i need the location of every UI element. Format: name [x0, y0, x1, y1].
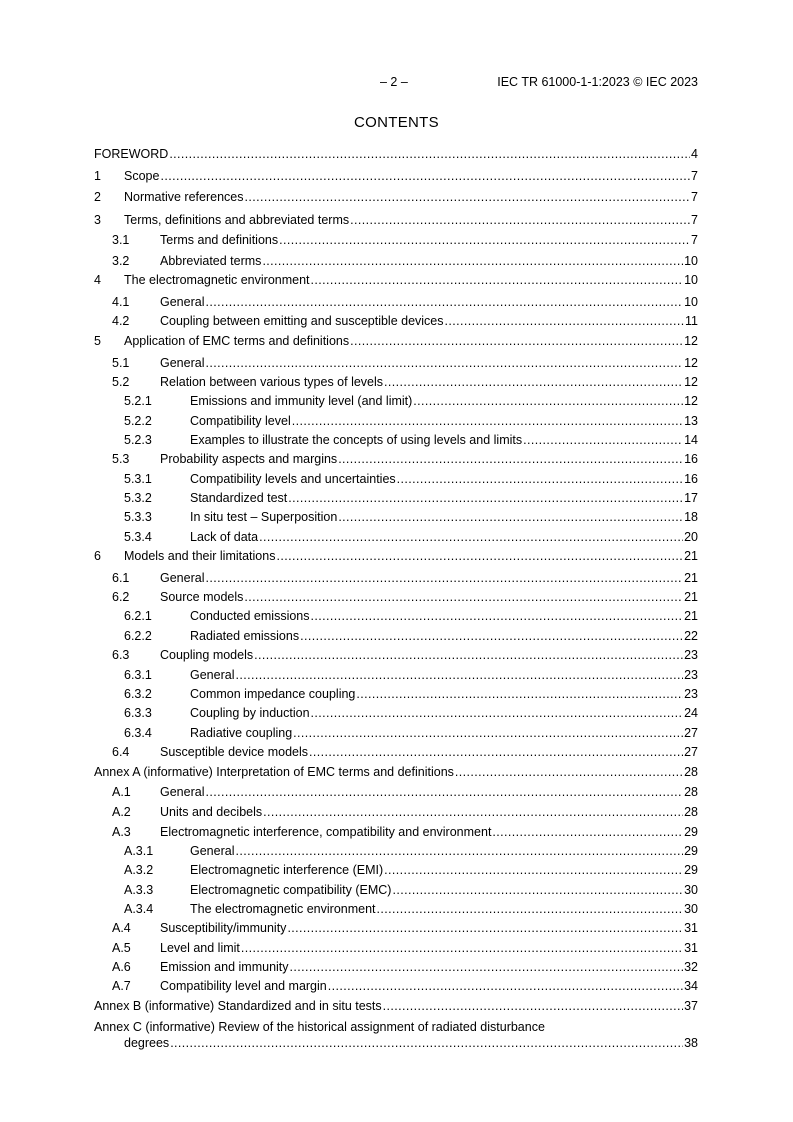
toc-entry-title: General: [160, 295, 205, 309]
toc-entry-page: 28: [684, 785, 698, 799]
toc-entry-page: 7: [691, 169, 698, 183]
toc-entry-number: A.4: [112, 921, 131, 935]
toc-entry-page: 27: [684, 726, 698, 740]
dot-leader: [244, 589, 683, 605]
toc-entry-title: Probability aspects and margins: [160, 452, 338, 466]
dot-leader: [445, 313, 685, 329]
toc-entry-page: 11: [685, 314, 698, 328]
toc-entry-title: Normative references: [124, 190, 244, 204]
toc-entry[interactable]: [94, 432, 698, 448]
toc-entry-title: Emissions and immunity level (and limit): [190, 394, 413, 408]
dot-leader: [311, 608, 684, 624]
dot-leader: [170, 1035, 683, 1051]
dot-leader: [309, 744, 683, 760]
toc-entry-number: 6.3: [112, 648, 130, 662]
toc-entry-page: 21: [684, 571, 698, 585]
toc-entry-number: 3.2: [112, 254, 130, 268]
toc-entry-number: 5.1: [112, 356, 130, 370]
toc-entry[interactable]: [94, 168, 698, 184]
toc-entry-title: Radiative coupling: [190, 726, 293, 740]
toc-entry[interactable]: [94, 824, 698, 840]
dot-leader: [392, 882, 683, 898]
toc-entry-page: 10: [684, 295, 698, 309]
toc-entry-page: 18: [684, 510, 698, 524]
dot-leader: [254, 647, 683, 663]
toc-entry-number: 6.2: [112, 590, 130, 604]
dot-leader: [523, 432, 683, 448]
toc-entry[interactable]: [94, 212, 698, 228]
dot-leader: [328, 978, 683, 994]
toc-entry-number: 6.3.1: [124, 668, 152, 682]
toc-entry-page: 32: [684, 960, 698, 974]
toc-entry[interactable]: [94, 232, 698, 248]
dot-leader: [235, 667, 683, 683]
toc-entry-page: 28: [684, 805, 698, 819]
toc-entry-page: 13: [684, 414, 698, 428]
toc-entry-number: 5.3.4: [124, 530, 152, 544]
toc-entry[interactable]: [94, 901, 698, 917]
toc-entry-number: 3: [94, 213, 101, 227]
toc-entry-title: Conducted emissions: [190, 609, 310, 623]
toc-entry-number: 5.3.2: [124, 491, 152, 505]
toc-entry-title: Electromagnetic interference (EMI): [190, 863, 384, 877]
toc-entry-page: 10: [684, 273, 698, 287]
toc-entry-page: 29: [684, 825, 698, 839]
toc-entry-number: 1: [94, 169, 101, 183]
toc-entry[interactable]: [94, 882, 698, 898]
toc-entry-page: 20: [684, 530, 698, 544]
toc-entry-number: 4.1: [112, 295, 130, 309]
dot-leader: [279, 232, 690, 248]
toc-entry-number: 5.3.3: [124, 510, 152, 524]
toc-entry-title: Radiated emissions: [190, 629, 300, 643]
toc-entry[interactable]: [94, 940, 698, 956]
toc-entry-number: 5.2.1: [124, 394, 152, 408]
toc-entry-title: Susceptible device models: [160, 745, 308, 759]
dot-leader: [241, 940, 683, 956]
toc-entry-page: 16: [684, 452, 698, 466]
toc-entry[interactable]: [94, 647, 698, 663]
toc-entry[interactable]: [94, 862, 698, 878]
dot-leader: [259, 529, 683, 545]
dot-leader: [384, 374, 683, 390]
toc-entry[interactable]: [94, 843, 698, 859]
toc-entry-title: Terms, definitions and abbreviated terms: [124, 213, 350, 227]
toc-entry-title: Abbreviated terms: [160, 254, 262, 268]
dot-leader: [311, 705, 684, 721]
dot-leader: [384, 862, 683, 878]
toc-entry-title: The electromagnetic environment: [190, 902, 376, 916]
toc-entry-title: Compatibility level: [190, 414, 291, 428]
dot-leader: [288, 490, 683, 506]
dot-leader: [263, 804, 683, 820]
toc-entry-number: A.5: [112, 941, 131, 955]
dot-leader: [205, 355, 683, 371]
toc-entry-page: 23: [684, 648, 698, 662]
dot-leader: [293, 725, 683, 741]
toc-entry-number: A.3.2: [124, 863, 154, 877]
toc-entry-title: General: [160, 571, 205, 585]
toc-entry-page: 4: [691, 147, 698, 161]
toc-entry-page: 14: [684, 433, 698, 447]
toc-entry-page: 22: [684, 629, 698, 643]
toc-entry-title: Models and their limitations: [124, 549, 276, 563]
toc-entry-title: The electromagnetic environment: [124, 273, 310, 287]
toc-entry-page: 7: [691, 213, 698, 227]
toc-entry[interactable]: [94, 471, 698, 487]
toc-entry[interactable]: [94, 146, 698, 162]
toc-entry-page: 12: [684, 394, 698, 408]
dot-leader: [350, 333, 683, 349]
toc-entry-number: 5.2.3: [124, 433, 152, 447]
toc-entry-title: Standardized test: [190, 491, 288, 505]
dot-leader: [350, 212, 690, 228]
toc-entry-title: Common impedance coupling: [190, 687, 356, 701]
toc-entry-title: Terms and definitions: [160, 233, 279, 247]
dot-leader: [205, 294, 683, 310]
toc-entry[interactable]: [94, 686, 698, 702]
dot-leader: [383, 998, 683, 1014]
toc-entry-number: A.3.3: [124, 883, 154, 897]
toc-entry-page: 10: [684, 254, 698, 268]
toc-entry[interactable]: [94, 725, 698, 741]
toc-entry-number: 5.3.1: [124, 472, 152, 486]
toc-entry-title: Coupling by induction: [190, 706, 310, 720]
dot-leader: [338, 451, 683, 467]
page-number: – 2 –: [380, 75, 408, 89]
toc-entry-title: Susceptibility/immunity: [160, 921, 287, 935]
dot-leader: [245, 189, 691, 205]
toc-entry-title: Annex A (informative) Interpretation of EMC terms and definitions: [94, 765, 454, 779]
toc-entry[interactable]: [94, 608, 698, 624]
page-header: [0, 75, 793, 91]
toc-entry-title: Electromagnetic interference, compatibility and environment: [160, 825, 492, 839]
toc-entry[interactable]: [94, 333, 698, 349]
dot-leader: [356, 686, 683, 702]
toc-entry[interactable]: [94, 451, 698, 467]
toc-entry[interactable]: [94, 548, 698, 564]
toc-entry[interactable]: [94, 509, 698, 525]
toc-entry-title: General: [160, 785, 205, 799]
toc-entry-page: 7: [691, 190, 698, 204]
toc-entry[interactable]: [94, 667, 698, 683]
toc-entry[interactable]: [94, 705, 698, 721]
toc-entry-number: 4.2: [112, 314, 130, 328]
dot-leader: [160, 168, 690, 184]
toc-entry-number: 2: [94, 190, 101, 204]
toc-entry[interactable]: [94, 313, 698, 329]
toc-entry-title: Electromagnetic compatibility (EMC): [190, 883, 392, 897]
toc-entry-number: 6.3.3: [124, 706, 152, 720]
dot-leader: [377, 901, 684, 917]
toc-entry-number: 3.1: [112, 233, 130, 247]
toc-entry[interactable]: [94, 413, 698, 429]
dot-leader: [235, 843, 683, 859]
toc-entry-title: Scope: [124, 169, 160, 183]
toc-entry-title: Compatibility levels and uncertainties: [190, 472, 396, 486]
toc-entry-page: 7: [691, 233, 698, 247]
toc-entry-page: 31: [684, 921, 698, 935]
toc-entry-page: 31: [684, 941, 698, 955]
toc-entry-number: A.1: [112, 785, 131, 799]
toc-entry-title: Coupling models: [160, 648, 254, 662]
toc-entry[interactable]: [94, 294, 698, 310]
toc-entry-page: 23: [684, 687, 698, 701]
toc-entry-title: General: [160, 356, 205, 370]
toc-entry-title: Lack of data: [190, 530, 259, 544]
toc-entry-title: General: [190, 844, 235, 858]
toc-entry-title-continuation: degrees: [124, 1036, 170, 1050]
document-reference: IEC TR 61000-1-1:2023 © IEC 2023: [497, 75, 698, 89]
page-title: CONTENTS: [354, 114, 439, 131]
toc-entry-number: A.2: [112, 805, 131, 819]
toc-entry[interactable]: [94, 490, 698, 506]
toc-entry-page: 21: [684, 590, 698, 604]
toc-entry-number: 6: [94, 549, 101, 563]
toc-entry[interactable]: [94, 628, 698, 644]
toc-entry-page: 12: [684, 334, 698, 348]
toc-entry[interactable]: [94, 393, 698, 409]
dot-leader: [311, 272, 684, 288]
toc-entry-page: 12: [684, 375, 698, 389]
toc-entry-title: Level and limit: [160, 941, 240, 955]
dot-leader: [276, 548, 683, 564]
toc-entry-page: 29: [684, 863, 698, 877]
dot-leader: [492, 824, 683, 840]
toc-entry-page: 24: [684, 706, 698, 720]
toc-entry-page: 28: [684, 765, 698, 779]
toc-entry[interactable]: [94, 189, 698, 205]
toc-entry-number: 5.2.2: [124, 414, 152, 428]
toc-entry-page: 16: [684, 472, 698, 486]
toc-entry-number: 6.4: [112, 745, 130, 759]
toc-entry-page: 37: [684, 999, 698, 1013]
toc-entry-title: General: [190, 668, 235, 682]
toc-entry-number: A.3: [112, 825, 131, 839]
toc-entry-title: Relation between various types of levels: [160, 375, 384, 389]
toc-entry-number: 6.1: [112, 571, 130, 585]
toc-entry-number: A.7: [112, 979, 131, 993]
toc-entry-page: 21: [684, 609, 698, 623]
dot-leader: [397, 471, 683, 487]
toc-entry-page: 27: [684, 745, 698, 759]
toc-entry-title: Source models: [160, 590, 244, 604]
toc-entry[interactable]: [94, 998, 698, 1014]
toc-entry-page: 12: [684, 356, 698, 370]
toc-entry-number: 6.2.2: [124, 629, 152, 643]
toc-entry-page: 30: [684, 902, 698, 916]
toc-entry-number: A.6: [112, 960, 131, 974]
toc-entry[interactable]: [94, 1019, 698, 1051]
toc-entry-page: 23: [684, 668, 698, 682]
toc-entry-title: FOREWORD: [94, 147, 169, 161]
toc-entry-title: Coupling between emitting and susceptible devices: [160, 314, 444, 328]
toc-entry[interactable]: [94, 804, 698, 820]
toc-entry[interactable]: [94, 959, 698, 975]
toc-entry-number: 6.3.2: [124, 687, 152, 701]
toc-entry-number: A.3.1: [124, 844, 154, 858]
dot-leader: [205, 570, 683, 586]
toc-entry[interactable]: [94, 529, 698, 545]
toc-entry-number: 6.2.1: [124, 609, 152, 623]
toc-entry[interactable]: [94, 374, 698, 390]
toc-entry-title: Annex B (informative) Standardized and in situ tests: [94, 999, 382, 1013]
toc-entry[interactable]: [94, 272, 698, 288]
toc-entry-page: 30: [684, 883, 698, 897]
toc-entry[interactable]: [94, 978, 698, 994]
dot-leader: [292, 413, 683, 429]
dot-leader: [287, 920, 683, 936]
toc-entry-title: Examples to illustrate the concepts of using levels and limits: [190, 433, 523, 447]
toc-entry[interactable]: [94, 744, 698, 760]
toc-entry-number: 5: [94, 334, 101, 348]
dot-leader: [169, 146, 690, 162]
toc-entry-number: 4: [94, 273, 101, 287]
toc-entry-title: Compatibility level and margin: [160, 979, 327, 993]
toc-entry-number: 6.3.4: [124, 726, 152, 740]
toc-entry-title: In situ test – Superposition: [190, 510, 338, 524]
toc-entry-title: Annex C (informative) Review of the historical assignment of radiated disturbance: [94, 1020, 545, 1034]
toc-entry-page: 21: [684, 549, 698, 563]
toc-entry-title: Application of EMC terms and definitions: [124, 334, 350, 348]
toc-entry[interactable]: [94, 784, 698, 800]
dot-leader: [300, 628, 683, 644]
toc-entry[interactable]: [94, 253, 698, 269]
dot-leader: [413, 393, 683, 409]
toc-entry[interactable]: [94, 764, 698, 780]
toc-entry-number: 5.3: [112, 452, 130, 466]
toc-entry-page: 29: [684, 844, 698, 858]
dot-leader: [338, 509, 683, 525]
dot-leader: [290, 959, 684, 975]
dot-leader: [262, 253, 683, 269]
toc-entry-number: A.3.4: [124, 902, 154, 916]
toc-entry-page: 38: [684, 1036, 698, 1050]
toc-entry[interactable]: [94, 589, 698, 605]
toc-entry[interactable]: [94, 570, 698, 586]
toc-entry-title: Units and decibels: [160, 805, 263, 819]
toc-entry-page: 17: [684, 491, 698, 505]
dot-leader: [455, 764, 683, 780]
toc-entry-page: 34: [684, 979, 698, 993]
toc-entry[interactable]: [94, 355, 698, 371]
dot-leader: [205, 784, 683, 800]
toc-entry-number: 5.2: [112, 375, 130, 389]
toc-entry[interactable]: [94, 920, 698, 936]
toc-entry-title: Emission and immunity: [160, 960, 289, 974]
